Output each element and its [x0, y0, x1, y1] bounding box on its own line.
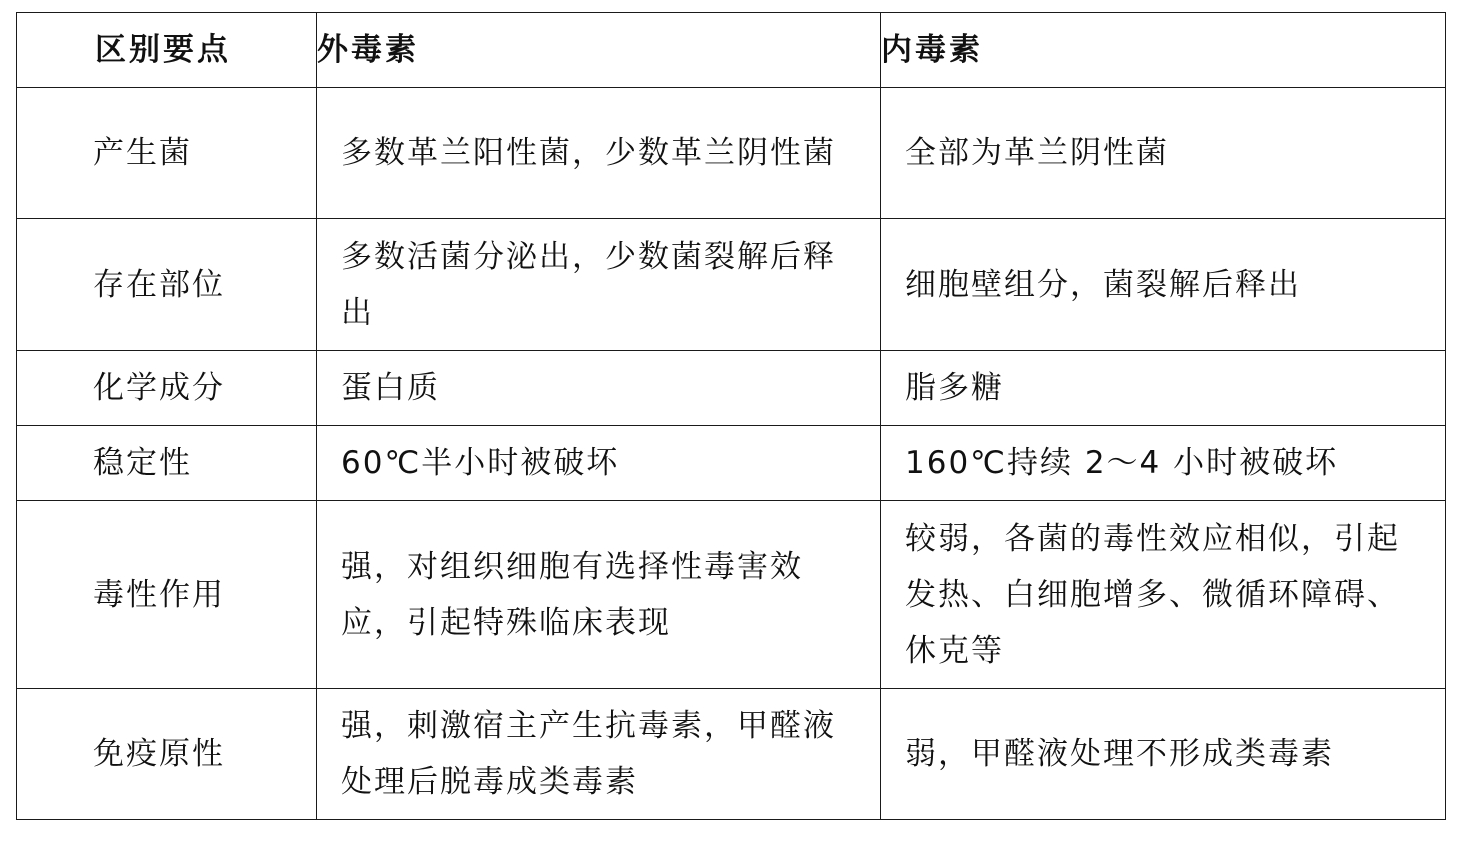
endotoxin-cell: 较弱，各菌的毒性效应相似，引起发热、白细胞增多、微循环障碍、休克等: [881, 501, 1446, 689]
exotoxin-cell: 多数革兰阳性菌，少数革兰阴性菌: [317, 88, 881, 219]
toxin-comparison-table: [16, 12, 1446, 820]
row-label: 免疫原性: [17, 689, 317, 820]
endotoxin-cell: 细胞壁组分，菌裂解后释出: [881, 219, 1446, 351]
exotoxin-cell: 60℃半小时被破坏: [317, 426, 881, 501]
table-row: [17, 689, 1446, 820]
endotoxin-cell: 全部为革兰阴性菌: [881, 88, 1446, 219]
table-header-row: [17, 13, 1446, 88]
exotoxin-cell: 强，对组织细胞有选择性毒害效应，引起特殊临床表现: [317, 501, 881, 689]
header-exotoxin: 外毒素: [317, 13, 881, 88]
exotoxin-cell: 多数活菌分泌出，少数菌裂解后释出: [317, 219, 881, 351]
row-label: 存在部位: [17, 219, 317, 351]
endotoxin-cell: 160℃持续 2～4 小时被破坏: [881, 426, 1446, 501]
table-row: [17, 88, 1446, 219]
row-label: 稳定性: [17, 426, 317, 501]
row-label: 化学成分: [17, 351, 317, 426]
header-endotoxin: 内毒素: [881, 13, 1446, 88]
table-row: [17, 501, 1446, 689]
header-criteria: 区别要点: [17, 13, 317, 88]
row-label: 毒性作用: [17, 501, 317, 689]
exotoxin-cell: 蛋白质: [317, 351, 881, 426]
endotoxin-cell: 弱，甲醛液处理不形成类毒素: [881, 689, 1446, 820]
exotoxin-cell: 强，刺激宿主产生抗毒素，甲醛液处理后脱毒成类毒素: [317, 689, 881, 820]
row-label: 产生菌: [17, 88, 317, 219]
table-row: [17, 351, 1446, 426]
table-row: [17, 219, 1446, 351]
table-row: [17, 426, 1446, 501]
endotoxin-cell: 脂多糖: [881, 351, 1446, 426]
